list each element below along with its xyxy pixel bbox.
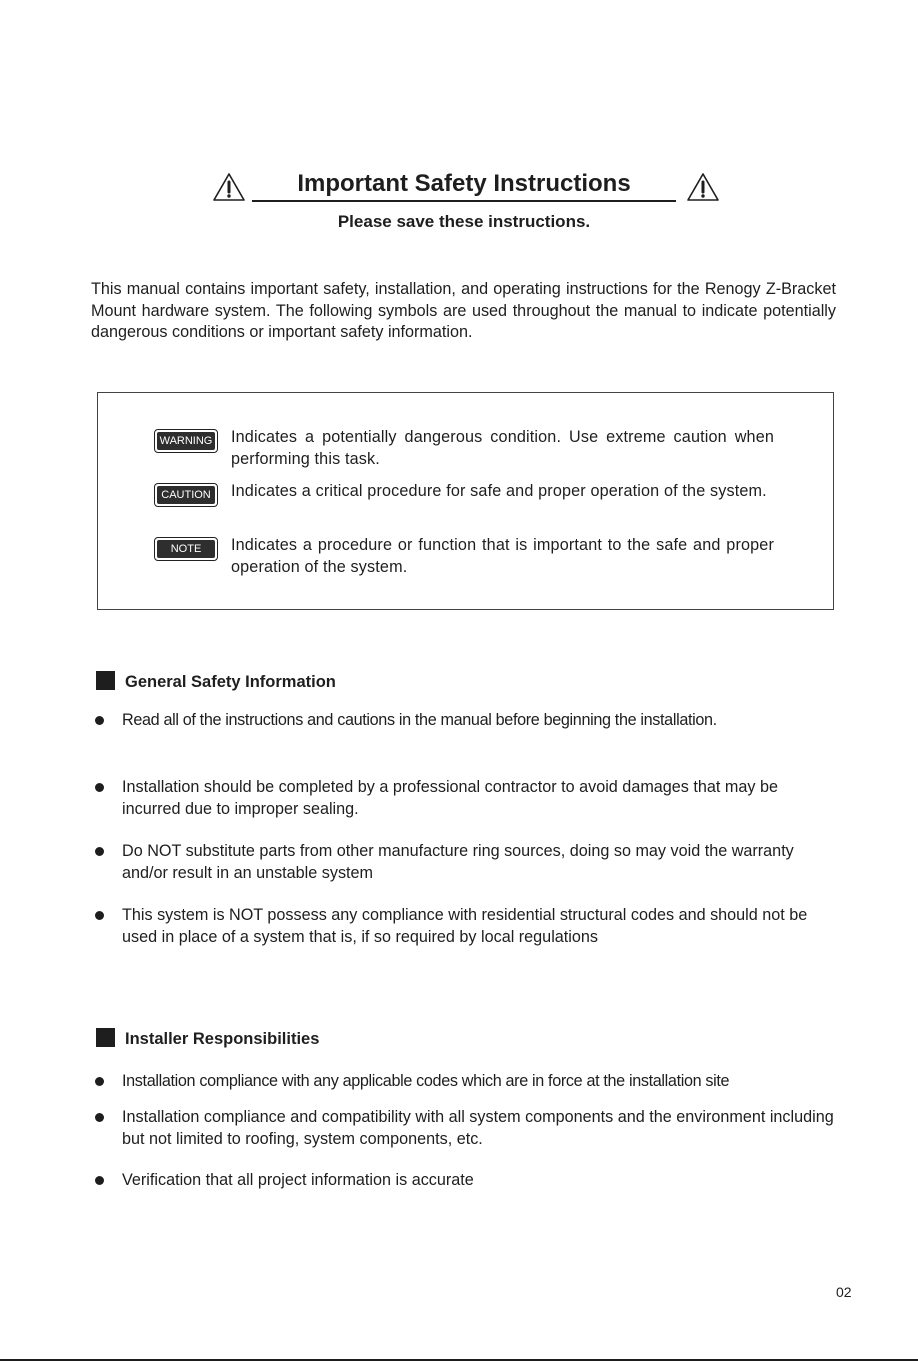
note-label-text: NOTE	[157, 540, 215, 558]
installer-responsibilities-heading	[96, 1028, 319, 1049]
bullet-dot-icon	[95, 911, 104, 920]
list-item-text: Installation should be completed by a professional contractor to avoid damages that may be incurred due to improper sealing.	[122, 778, 778, 818]
bullet-dot-icon	[95, 847, 104, 856]
list-item-text: Verification that all project information is accurate	[122, 1171, 474, 1189]
bullet-dot-icon	[95, 716, 104, 725]
bullet-dot-icon	[95, 783, 104, 792]
list-item-text: Installation compliance with any applicable codes which are in force at the installation site	[122, 1072, 730, 1090]
warning-triangle-icon	[686, 172, 720, 202]
warning-label-text: WARNING	[157, 432, 215, 450]
warning-description: Indicates a potentially dangerous condition. Use extreme caution when performing this task.	[231, 428, 774, 468]
warning-triangle-icon	[212, 172, 246, 202]
bottom-divider	[0, 1359, 918, 1361]
symbol-legend-box	[97, 392, 834, 610]
bullet-dot-icon	[95, 1176, 104, 1185]
note-label-badge	[154, 537, 218, 561]
general-safety-heading	[96, 671, 336, 692]
list-item-text: Read all of the instructions and cautions in the manual before beginning the installation.	[122, 711, 717, 729]
square-bullet-icon	[96, 1028, 115, 1047]
caution-label-badge	[154, 483, 218, 507]
installer-responsibilities-heading-text: Installer Responsibilities	[125, 1030, 320, 1048]
note-description: Indicates a procedure or function that is important to the safe and proper operation of the system.	[231, 536, 774, 576]
bullet-dot-icon	[95, 1113, 104, 1122]
page-subtitle: Please save these instructions.	[337, 212, 591, 231]
bullet-dot-icon	[95, 1077, 104, 1086]
list-item-text: This system is NOT possess any compliance with residential structural codes and should not be used in place of a system that is, if so required by local regulations	[122, 906, 808, 946]
page-number: 02	[836, 1284, 852, 1300]
page-title: Important Safety Instructions	[252, 170, 676, 202]
intro-paragraph: This manual contains important safety, installation, and operating instructions for the Renogy Z-Bracket Mount hardware system. The following symbols are used throughout the manual to indicate potentially dangerous conditions or important safety information.	[91, 280, 836, 341]
list-item-text: Do NOT substitute parts from other manufacture ring sources, doing so may void the warranty and/or result in an unstable system	[122, 842, 794, 882]
warning-label-badge	[154, 429, 218, 453]
square-bullet-icon	[96, 671, 115, 690]
caution-description: Indicates a critical procedure for safe and proper operation of the system.	[231, 482, 767, 500]
general-safety-heading-text: General Safety Information	[125, 673, 336, 691]
list-item-text: Installation compliance and compatibility with all system components and the environment including but not limited to roofing, system components, etc.	[122, 1108, 834, 1148]
caution-label-text: CAUTION	[157, 486, 215, 504]
